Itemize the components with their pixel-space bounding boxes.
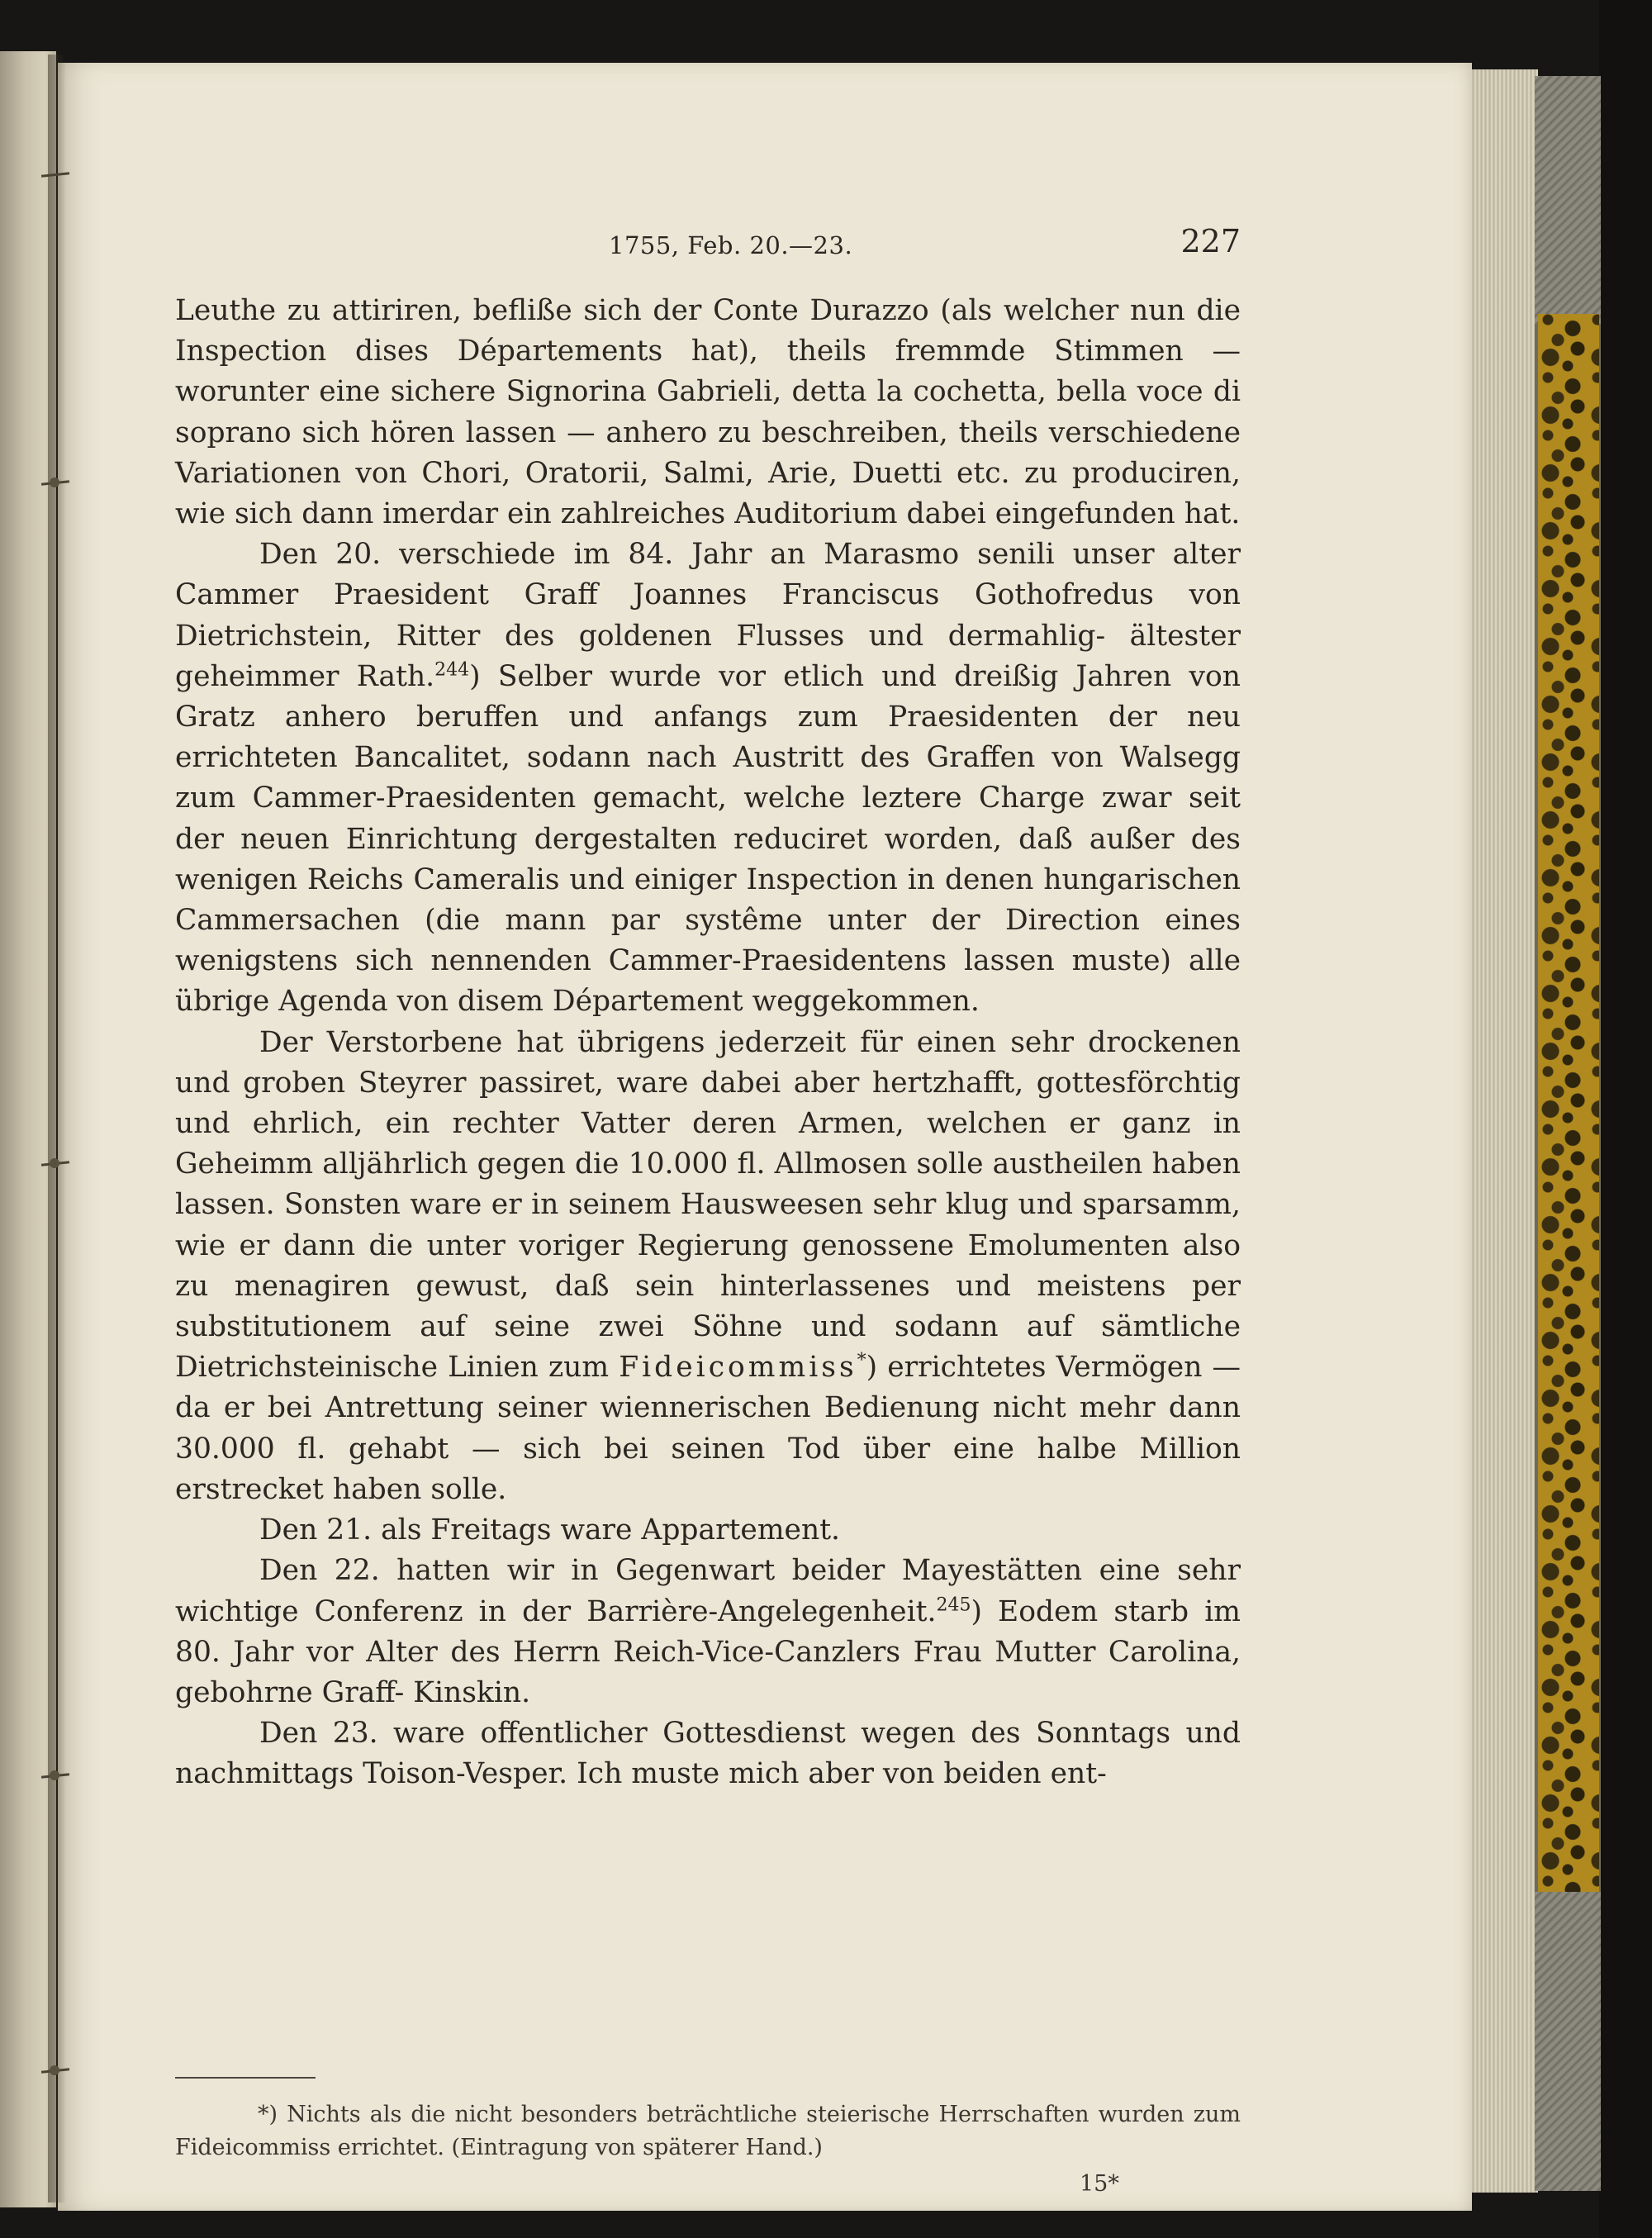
text-run: Leuthe zu attiriren, befliße sich der Conte Durazzo (als welcher nun die Inspection dises Départements hat), theils fremmde Stimmen — worunter eine sichere Signorina Gabrieli, detta la cochetta, bella voce di soprano sich hören lassen — anhero zu beschreiben, theils verschiedene Variationen von Chori, Oratorii, Salmi, Arie, Duetti etc. zu produciren, wie sich dann imerdar ein zahlreiches Auditorium dabei eingefunden hat. — [175, 294, 1241, 531]
paragraph — [175, 1713, 1241, 1794]
text-run: ) Selber wurde vor etlich und dreißig Jahren von Gratz anhero beruffen und anfangs zum Praesidenten der neu errichteten Bancalitet, sodann nach Austritt des Graffen von Walsegg zum Cammer-Praesidenten gemacht, welche leztere Charge zwar seit der neuen Einrichtung dergestalten reduciret worden, daß außer des wenigen Reichs Cameralis und einiger Inspection in denen hungarischen Cammersachen (die mann par systême unter der Direction eines wenigstens sich nennenden Cammer-Praesidentens lassen muste) alle übrige Agenda von disem Département weggekommen. — [175, 659, 1241, 1019]
text-run: Den 20. verschiede im 84. Jahr an Marasmo senili unser alter Cammer Praesident Graff Joannes Franciscus Gothofredus von Dietrichstein, Ritter des goldenen Flusses und dermahlig- ältester geheimmer Rath. — [175, 538, 1241, 693]
binding-thread — [41, 1770, 69, 1780]
page-edges — [1470, 69, 1538, 2193]
footnote-text: *) Nichts als die nicht besonders beträchtliche steierische Herrschaften wurden zum Fideicommiss errichtet. (Eintragung von späterer Hand.) — [175, 2102, 1241, 2160]
spaced-term: Fideicommiss — [619, 1351, 857, 1385]
binding-thread — [41, 478, 69, 487]
background-dark — [1599, 0, 1652, 2238]
cover-cloth-top — [1535, 76, 1601, 324]
paragraph — [175, 1023, 1241, 1510]
footnote-reference: 245 — [936, 1594, 971, 1615]
binding-thread — [41, 169, 69, 179]
binding-thread — [41, 2065, 69, 2075]
gutter-shadow — [48, 55, 66, 2202]
text-run: ) Eodem starb im 80. Jahr vor Alter des Herrn Reich-Vice-Canzlers Frau Mutter Carolina, gebohrne Graff- Kinskin. — [175, 1594, 1241, 1709]
text-run: Den 23. ware offentlicher Gottesdienst wegen des Sonntags und nachmittags Toison-Vesper. Ich muste mich aber von beiden ent- — [175, 1717, 1241, 1791]
cover-cloth-bottom — [1535, 1892, 1601, 2191]
text-run: Den 21. als Freitags ware Appartement. — [259, 1513, 841, 1547]
text-run: ) errichtetes Vermögen — da er bei Antrettung seiner wiennerischen Bedienung nicht mehr dann 30.000 fl. gehabt — sich bei seinen Tod über eine halbe Million erstrecket haben solle. — [175, 1351, 1241, 1506]
paragraph — [175, 1510, 1241, 1551]
body-text — [175, 291, 1241, 1795]
signature-mark: 15* — [1080, 2171, 1119, 2197]
text-run: Der Verstorbene hat übrigens jederzeit für einen sehr drockenen und groben Steyrer passiret, ware dabei aber hertzhafft, gottesförchtig und ehrlich, ein rechter Vatter deren Armen, welchen er ganz in Geheimm alljährlich gegen die 10.000 fl. Allmosen solle austheilen haben lassen. Sonsten ware er in seinem Hausweesen sehr klug und sparsamm, wie er dann die unter voriger Regierung genossene Emolumenten also zu menagiren gewust, daß sein hinterlassenes und meistens per substitutionem auf seine zwei Söhne und sodann auf sämtliche Dietrichsteinische Linien zum — [175, 1025, 1241, 1385]
running-title: 1755, Feb. 20.—23. — [609, 231, 853, 259]
text-run: Den 22. hatten wir in Gegenwart beider Mayestätten eine sehr wichtige Conferenz in der Barrière-Angelegenheit. — [175, 1554, 1241, 1628]
marbled-cover — [1538, 314, 1599, 1900]
binding-thread — [41, 1158, 69, 1168]
paragraph — [175, 535, 1241, 1022]
paragraph — [175, 1551, 1241, 1713]
footnote-reference: * — [857, 1350, 866, 1371]
footnote-rule — [175, 2077, 316, 2079]
footnote-reference: 244 — [434, 659, 470, 681]
page-number: 227 — [1180, 223, 1241, 259]
footnote — [175, 2098, 1241, 2164]
running-header — [175, 223, 1241, 264]
paragraph — [175, 291, 1241, 535]
